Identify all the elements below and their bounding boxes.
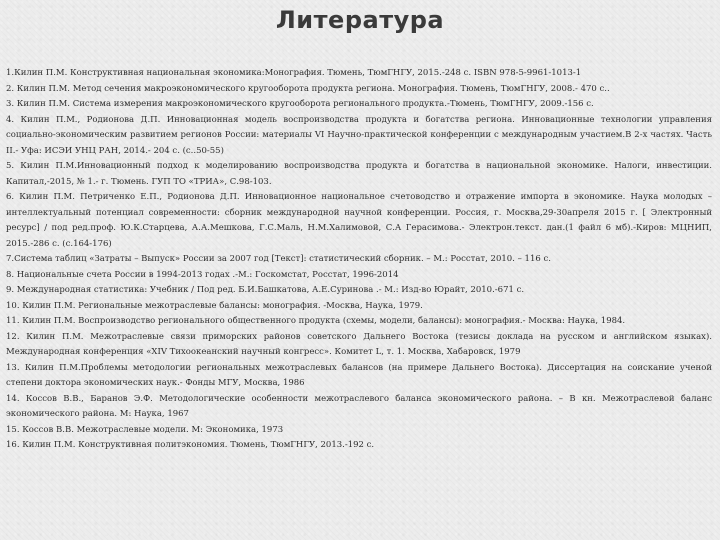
reference-item: 13. Килин П.М.Проблемы методологии региональных межотраслевых балансов (на примере Дальнего Востока). Диссертация на соискание ученой степени доктора экономических наук.- Фонды МГУ, Москва, 1986 bbox=[6, 362, 712, 388]
reference-item: 9. Международная статистика: Учебник / Под ред. Б.И.Башкатова, А.Е.Суринова .- М.: Изд-во Юрайт, 2010.-671 с. bbox=[6, 285, 525, 295]
reference-item: 2. Килин П.М. Метод сечения макроэкономического кругооборота продукта региона. Монография. Тюмень, ТюмГНГУ, 2008.- 470 с.. bbox=[6, 83, 610, 94]
slide-title: Литература bbox=[275, 6, 445, 34]
reference-item: 5. Килин П.М.Инновационный подход к моделированию воспроизводства продукта и богатства в национальной экономике. Налоги, инвестиции. Капитал,-2015, № 1.- г. Тюмень. ГУП ТО «ТРИА», С.98-103. bbox=[6, 161, 712, 187]
reference-item: 11. Килин П.М. Воспроизводство регионального общественного продукта (схемы, модели, балансы): монография.- Москва: Наука, 1984. bbox=[6, 316, 626, 326]
reference-item: 8. Национальные счета России в 1994-2013 годах .-М.: Госкомстат, Росстат, 1996-2014 bbox=[6, 269, 399, 280]
reference-item: 7.Система таблиц «Затраты – Выпуск» России за 2007 год [Текст]: статистический сборник. – М.: Росстат, 2010. – 116 с. bbox=[6, 254, 551, 264]
reference-item: 10. Килин П.М. Региональные межотраслевые балансы: монография. -Москва, Наука, 1979. bbox=[6, 300, 423, 311]
reference-item: 4. Килин П.М., Родионова Д.П. Инновационная модель воспроизводства продукта и богатства региона. Инновационные технологии управления социально-экономическим развитием регионов России: материалы VI Научно-практической конференции с международным участием.В 2-х частях. Часть II.- Уфа: ИСЭИ УНЦ РАН, 2014.- 204 с. (с..50-55) bbox=[6, 114, 712, 156]
reference-item: 16. Килин П.М. Конструктивная политэкономия. Тюмень, ТюмГНГУ, 2013.-192 с. bbox=[6, 440, 375, 450]
reference-item: 6. Килин П.М. Петриченко Е.П., Родионова Д.П. Инновационное национальное счетоводство и отражение импорта в экономике. Наука молодых – интеллектуальный потенциал современности: сборник международной научной конференции. Россия, г. Москва,29-30апреля 2015 г. [ Электронный ресурс] / под ред.проф. Ю.К.Старцева, А.А.Мешкова, Г.С.Маль, Н.М.Халимовой, С.А Герасимова.- Электрон.текст. дан.(1 файл 6 мб).-Киров: МЦНИП, 2015.-286 с. (с.164-176) bbox=[6, 192, 712, 249]
reference-list bbox=[6, 66, 712, 454]
reference-item: 1.Килин П.М. Конструктивная национальная экономика:Монография. Тюмень, ТюмГНГУ, 2015.-248 с. ISBN 978-5-9961-1013-1 bbox=[6, 68, 582, 78]
reference-item: 14. Коссов В.В., Баранов Э.Ф. Методологические особенности межотраслевого баланса экономического района. – В кн. Межотраслевой баланс экономического района. М: Наука, 1967 bbox=[6, 393, 712, 419]
reference-item: 15. Коссов В.В. Межотраслевые модели. М: Экономика, 1973 bbox=[6, 424, 284, 435]
reference-item: 3. Килин П.М. Система измерения макроэкономического кругооборота регионального продукта.-Тюмень, ТюмГНГУ, 2009.-156 с. bbox=[6, 99, 594, 109]
reference-item: 12. Килин П.М. Межотраслевые связи приморских районов советского Дальнего Востока (тезисы доклада на русском и английском языках). Международная конференция «XIV Тихоокеанский научный конгресс». Комитет L, т. 1. Москва, Хабаровск, 1979 bbox=[6, 331, 712, 357]
